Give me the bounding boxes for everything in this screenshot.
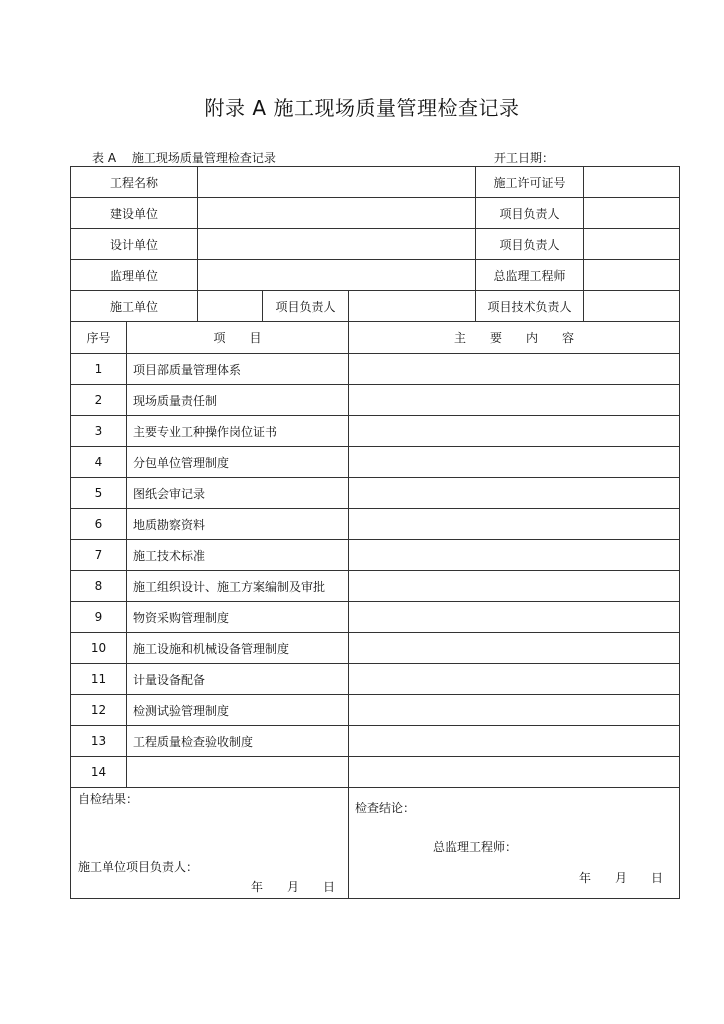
item-name: 主要专业工种操作岗位证书 (127, 416, 349, 447)
column-header-row (71, 322, 680, 354)
item-name: 地质勘察资料 (127, 509, 349, 540)
supervision-unit-label: 监理单位 (71, 260, 198, 291)
header-row-project (71, 167, 680, 198)
item-name: 项目部质量管理体系 (127, 354, 349, 385)
item-name: 分包单位管理制度 (127, 447, 349, 478)
construction-pm-label: 项目负责人 (476, 198, 584, 229)
date-right-label: 年 月 日 (579, 871, 664, 885)
item-number: 1 (71, 354, 127, 385)
header-row-design (71, 229, 680, 260)
table-row (71, 757, 680, 788)
item-name: 施工组织设计、施工方案编制及审批 (127, 571, 349, 602)
conclusion-cell[interactable] (349, 788, 680, 899)
project-name-field[interactable] (198, 167, 476, 198)
item-number: 5 (71, 478, 127, 509)
table-row (71, 664, 680, 695)
supervision-unit-field[interactable] (198, 260, 476, 291)
contractor-field[interactable] (198, 291, 263, 322)
self-check-label: 自检结果： (78, 792, 139, 806)
item-content-field[interactable] (349, 633, 680, 664)
tech-lead-field[interactable] (584, 291, 680, 322)
tech-lead-label: 项目技术负责人 (476, 291, 584, 322)
footer-row (71, 788, 680, 899)
conclusion-label: 检查结论： (355, 801, 416, 815)
permit-no-field[interactable] (584, 167, 680, 198)
date-left-label: 年 月 日 (251, 880, 336, 894)
table-row (71, 509, 680, 540)
item-number: 10 (71, 633, 127, 664)
permit-no-label: 施工许可证号 (476, 167, 584, 198)
item-number: 7 (71, 540, 127, 571)
item-content-field[interactable] (349, 447, 680, 478)
page-title: 附录 A 施工现场质量管理检查记录 (204, 96, 520, 120)
table-row (71, 695, 680, 726)
item-number: 12 (71, 695, 127, 726)
table-row (71, 571, 680, 602)
chief-engineer-field[interactable] (584, 260, 680, 291)
design-unit-label: 设计单位 (71, 229, 198, 260)
contractor-pm-label: 项目负责人 (263, 291, 349, 322)
design-unit-field[interactable] (198, 229, 476, 260)
construction-pm-field[interactable] (584, 198, 680, 229)
table-row (71, 478, 680, 509)
item-number: 9 (71, 602, 127, 633)
item-content-field[interactable] (349, 602, 680, 633)
item-name: 检测试验管理制度 (127, 695, 349, 726)
construction-unit-field[interactable] (198, 198, 476, 229)
table-row (71, 385, 680, 416)
table-row (71, 633, 680, 664)
table-row (71, 726, 680, 757)
item-name: 物资采购管理制度 (127, 602, 349, 633)
table-row (71, 540, 680, 571)
item-number: 11 (71, 664, 127, 695)
item-number: 2 (71, 385, 127, 416)
table-row (71, 447, 680, 478)
item-content-field[interactable] (349, 695, 680, 726)
design-pm-label: 项目负责人 (476, 229, 584, 260)
chief-sign-label: 总监理工程师： (433, 840, 518, 854)
construction-unit-label: 建设单位 (71, 198, 198, 229)
contractor-pm-sign-label: 施工单位项目负责人： (78, 860, 199, 874)
design-pm-field[interactable] (584, 229, 680, 260)
header-row-contractor (71, 291, 680, 322)
item-name: 施工设施和机械设备管理制度 (127, 633, 349, 664)
item-content-field[interactable] (349, 385, 680, 416)
item-name: 工程质量检查验收制度 (127, 726, 349, 757)
header-row-supervision (71, 260, 680, 291)
item-content-field[interactable] (349, 540, 680, 571)
item-name (127, 757, 349, 788)
item-number: 6 (71, 509, 127, 540)
item-content-field[interactable] (349, 571, 680, 602)
item-number: 14 (71, 757, 127, 788)
table-row (71, 354, 680, 385)
chief-engineer-label: 总监理工程师 (476, 260, 584, 291)
table-caption: 表 A 施工现场质量管理检查记录 (92, 151, 276, 165)
project-name-label: 工程名称 (71, 167, 198, 198)
item-content-field[interactable] (349, 354, 680, 385)
item-number: 4 (71, 447, 127, 478)
item-number: 3 (71, 416, 127, 447)
item-content-field[interactable] (349, 757, 680, 788)
item-content-field[interactable] (349, 509, 680, 540)
item-header: 项 目 (127, 322, 349, 354)
item-name: 现场质量责任制 (127, 385, 349, 416)
item-name: 计量设备配备 (127, 664, 349, 695)
contractor-pm-field[interactable] (349, 291, 476, 322)
item-content-field[interactable] (349, 478, 680, 509)
item-number: 8 (71, 571, 127, 602)
item-name: 图纸会审记录 (127, 478, 349, 509)
header-row-construction (71, 198, 680, 229)
content-header: 主 要 内 容 (349, 322, 680, 354)
table-row (71, 416, 680, 447)
seq-header: 序号 (71, 322, 127, 354)
item-content-field[interactable] (349, 416, 680, 447)
item-content-field[interactable] (349, 664, 680, 695)
table-row (71, 602, 680, 633)
item-name: 施工技术标准 (127, 540, 349, 571)
item-content-field[interactable] (349, 726, 680, 757)
inspection-table (70, 166, 680, 899)
start-date-label: 开工日期： (494, 151, 555, 165)
self-check-cell[interactable] (71, 788, 349, 899)
contractor-label: 施工单位 (71, 291, 198, 322)
item-number: 13 (71, 726, 127, 757)
